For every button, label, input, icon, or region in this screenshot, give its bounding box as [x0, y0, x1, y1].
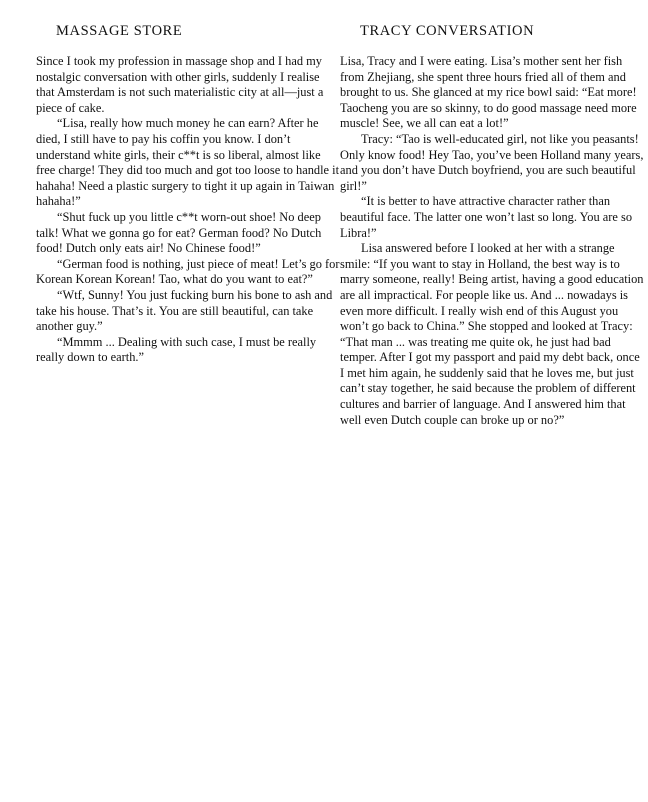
left-column	[36, 22, 340, 366]
right-section-title: TRACY CONVERSATION	[360, 23, 535, 39]
paragraph: Lisa answered before I looked at her with a strange smile: “If you want to stay in Holland, the best way is to marry someone, really! Being artist, having a good education are all impractical. For people like us. And ... nowadays is even more difficult. I really wish end of this August you won’t go back to China.” She stopped and looked at Tracy: “That man ... was treating me quite ok, he just had bad temper. After I got my passport and paid my debt back, once I met him again, he suddenly said that he loves me, but just can’t stay together, he said because the problem of different cultures and barrier of language. And I answered him that well even Dutch couple can broke up or no?”	[340, 241, 644, 427]
paragraph: “Mmmm ... Dealing with such case, I must be really really down to earth.”	[36, 334, 317, 365]
paragraph: “Lisa, really how much money he can earn? After he died, I still have to pay his coffin you know. I don’t understand white girls, their c**t is so liberal, almost like free charge! They did too much and got too loose to handle it hahaha! Need a plastic surgery to tight it up again in Taiwan hahaha!”	[36, 116, 340, 209]
paragraph: Since I took my profession in massage shop and I had my nostalgic conversation with other girls, suddenly I realise that Amsterdam is not such materialistic city at all—just a piece of cake.	[36, 54, 324, 115]
paragraph: “German food is nothing, just piece of meat! Let’s go for Korean Korean Korean! Tao, what do you want to eat?”	[36, 256, 340, 287]
left-section-title: MASSAGE STORE	[56, 23, 183, 39]
paragraph: “It is better to have attractive character rather than beautiful face. The latter one won’t last so long. You are so Libra!”	[340, 194, 633, 240]
paragraph: Lisa, Tracy and I were eating. Lisa’s mother sent her fish from Zhejiang, she spent three hours fried all of them and brought to us. She glanced at my rice bowl said: “Eat more! Taocheng you are so skinny, to do good massage need more muscle! See, we all can eat a lot!”	[340, 54, 637, 131]
paragraph: “Wtf, Sunny! You just fucking burn his bone to ash and take his house. That’s it. You are still beautiful, can take another guy.”	[36, 287, 333, 334]
paragraph: “Shut fuck up you little c**t worn-out shoe! No deep talk! What we gonna go for eat? German food? No Dutch food! Dutch only eats air! No Chinese food!”	[36, 209, 322, 256]
paragraph: Tracy: “Tao is well-educated girl, not like you peasants! Only know food! Hey Tao, you’ve been Holland many years, and you don’t have Dutch boyfriend, you are such beautiful girl!”	[340, 131, 644, 193]
right-column	[340, 22, 644, 428]
